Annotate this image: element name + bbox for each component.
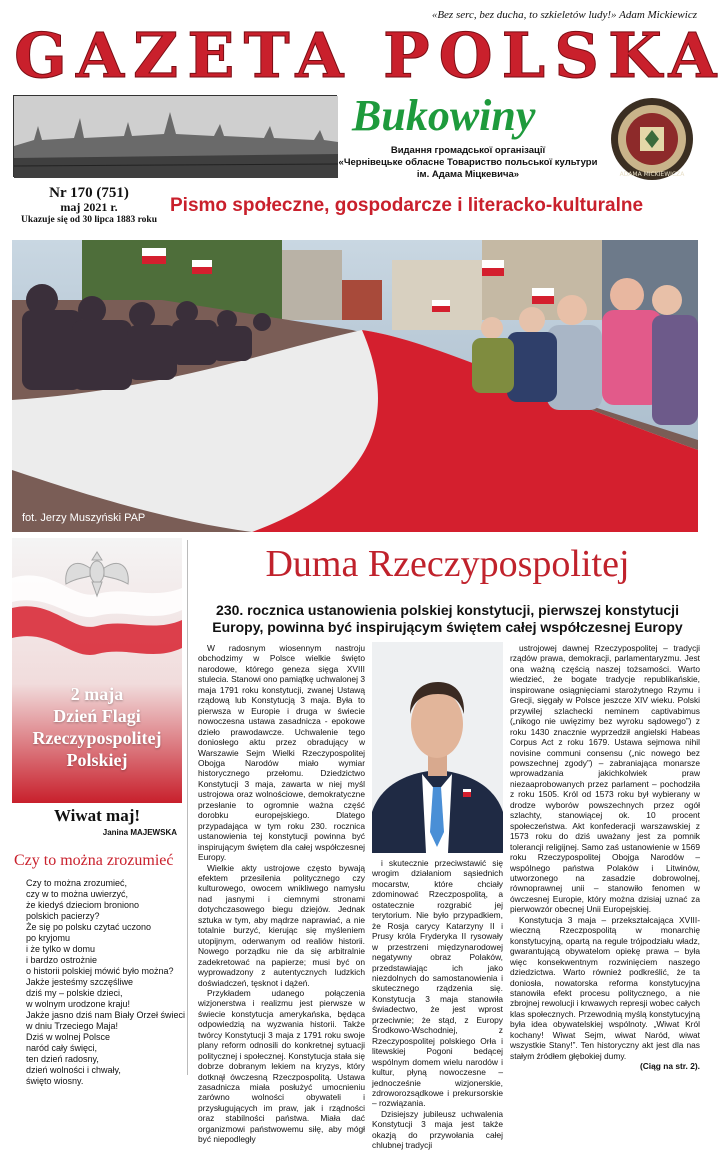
poem-line: dzień wolności i chwały, [26,1065,121,1075]
poster-line: Polskiej [66,750,128,770]
publisher-line: Видання громадської організації [390,145,546,156]
poem-line: że kiedyś dzieciom broniono [26,900,140,910]
poem-line: i że tylko w domu [26,944,96,954]
article-subtitle: 230. rocznica ustanowienia polskiej konstytucji, pierwszej konstytucji Europy, powinna być inspirującym świętem całej współczesnej Europy [212,602,683,635]
article-paragraph: Konstytucja 3 maja – przekształcająca XVIII-wieczną Rzeczpospolitą w monarchię konstytucyjną, opartą na regule trójpodziału władz, gwarantującą obywatelom opiekę prawa – była więc konsekwentnym rozwinięciem naszego dziedzictwa. Warto również podkreślić, że ta doniosła, nowatorska reforma konstytucyjna stanowiła efekt procesu politycznego, a nie zbrojnej rewolucji i krwawych represji wobec całych klas społecznych. Przewodnią myślą konstytucyjną była idea obywatelskiej wspólnoty. „Wiwat Król kochany! Wiwat Sejm, wiwat Naród, wiwat wszystkie Stany!”. Ten historyczny akt jest dla nas stałym źródłem głębokiej dumy. [510,914,700,1061]
poster-line: Rzeczypospolitej [32,728,162,748]
poem-line: czy w to można uwierzyć, [26,889,129,899]
poem-body [26,878,186,1087]
article-column-1 [198,643,365,1145]
newspaper-subtitle: Bukowiny [352,91,536,140]
poem-line: Czy to można zrozumieć, [26,878,128,888]
photo-credit: fot. Jerzy Muszyński PAP [22,512,146,524]
poem-line: święto wiosny. [26,1076,84,1086]
president-portrait [372,642,503,853]
publisher-line: «Чернівецьке обласне Товариство польської культури [338,157,598,168]
poem-line: naród cały święci, [26,1043,98,1053]
publisher-line: ім. Адама Міцкевича» [416,169,520,180]
seal-text: ADAMA MICKIEWICZA [619,171,685,178]
article-title: Duma Rzeczypospolitej [265,543,630,585]
article-paragraph: Przykładem udanego połączenia wizjonerstwa i realizmu jest pierwsze w świecie konstytucja amerykańska, będąca odpowiedzią na wyzwania historii. Także twórcy Konstytucji 3 maja z 1791 roku swoje plany reform odnosili do konkretnej sytuacji politycznej i społecznej. Konstytucja stała się dobrze dobranym lekiem na kryzys, który dotknął ówczesną Rzeczpospolitą. Ustawa zasadnicza miała posłużyć umocnieniu zarówno wolności obywateli i przysługujących im praw, jak i rządności oraz stabilności państwa. Miała dać organizmowi państwowemu siłę, aby mógł być niepodległy [198,987,365,1145]
poem-line: o historii polskiej mówić było można? [26,966,174,976]
poem-line: Dziś w wolnej Polsce [26,1032,111,1042]
article-paragraph: Wielkie akty ustrojowe często bywają efektem przesilenia politycznego czy kulturowego, owocem wnikliwego namysłu nad jasnymi i ciemnymi stronami dotychczasowego biegu dziejów. Jednak sztuka w tym, aby mądrze naprawiać, a nie totalnie burzyć, kierując się myśleniem utopijnym, oderwanym od realiów historii. Nowego porządku nie da się arbitralnie zadekretować na papierze; musi być on wyprowadzony z autentycznych ludzkich doświadczeń, tęsknot i dążeń. [198,862,365,988]
poem-line: Jakże jasno dziś nam Biały Orzeł świeci [26,1010,186,1020]
poem-line: Że się po polsku czytać uczono [26,922,152,932]
city-skyline-engraving [13,95,337,177]
flag-day-poster [12,538,182,803]
column-divider [187,540,188,1075]
poem-line: i bardzo ostrożnie [26,955,98,965]
poem-line: ten dzień radosny, [26,1054,99,1064]
poem-heading: Czy to można zrozumieć [14,852,174,869]
poem-line: w wolnym urodzone kraju! [26,999,131,1009]
poem-line: w dniu Trzeciego Maja! [26,1021,119,1031]
issue-number: Nr 170 (751) [49,185,129,201]
newspaper-title: GAZETA POLSKA [14,19,725,92]
poster-line: 2 maja [70,684,124,704]
article-paragraph: ustrojowej dawnej Rzeczypospolitej – tradycji rządów prawa, demokracji, parlamentaryzmu. Jest ona ważną częścią naszej tożsamości. Warto wiedzieć, że bogate tradycje republikańskie, inspirowane osiągnięciami starożytnego Rzymu i Grecji, sięgały w Polsce jeszcze XIV wieku. Polski przywilej szlachecki neminem captivabimus („nikogo nie uwięzimy bez wyroku sądowego”) z roku 1430 znacznie wyprzedził angielski Habeas Corpus Act z roku 1679. Ustawa sejmowa nihil novisine communi consensu („nic nowego bez powszechnej zgody”) – zabraniająca monarsze wprowadzania jakichkolwiek praw niezaaprobowanych przez parlament – pochodziła z roku 1505. Król od 1573 roku był wybierany w drodze wyborów powszechnych przez ogół szlachty, stanowiącej ok. 10 procent społeczeństwa. Akt konfederacji warszawskiej z 1573 roku do dziś uważany jest za pomnik tolerancji religijnej. Samo zaś ustanowienie w 1569 roku Rzeczypospolitej Obojga Narodów – wspólnego państwa Polaków i Litwinów, utworzonego na zasadzie dobrowolnej, równoprawnej unii – stanowiło fenomen w ówczesnej Europie, który można dzisiaj uznać za pierwowzór obecnej Unii Europejskiej. [510,643,700,915]
poem-title: Wiwat maj! [53,806,141,825]
article-paragraph: i skutecznie przeciwstawić się wrogim działaniom sąsiednich mocarstw, które chciały zdominować Rzeczpospolitą, a ostatecznie rozgrabić jej terytorium. Nie było przypadkiem, że Rosja carycy Katarzyny II i Prusy króla Fryderyka II rysowały w przestrzeni międzynarodowej negatywny obraz Polaków, przedstawiając ich jako niezdolnych do samostanowienia i skutecznego rządzenia się. Konstytucja 3 maja stanowiła świadectwo, że jest wprost przeciwnie; że stąd, z Europy Środkowo-Wschodniej, z Rzeczypospolitej polskiego Orła i litewskiej Pogoni bedącej wspólnym domem wielu narodów i kultur, płyną nowoczesne – jednocześnie wizjonerskie, zdroworozsądkowe i prekursorskie – rozwiązania. [372,858,503,1109]
masthead-motto: «Bez serc, bez ducha, to szkieletów ludy!» Adam Mickiewicz [431,9,697,21]
article-column-2 [372,858,503,1151]
issue-date: maj 2021 r. [60,200,118,214]
poem-author: Janina MAJEWSKA [102,828,177,837]
flag-day-photo [12,240,698,532]
issue-info [14,185,164,226]
poem-line: polskich pacierzy? [26,911,100,921]
poem-line: po kryjomu [26,933,71,943]
society-seal-logo [607,96,697,182]
article-paragraph: W radosnym wiosennym nastroju obchodzimy w Polsce wielkie święto narodowe, którego geneza sięga XVIII stulecia. Stanowi ono pamiątkę uchwalonej 3 maja 1791 roku konstytucji, zwanej Ustawą rządową lub Konstytucją 3 maja. Była to pierwsza w Europie i druga w świecie nowoczesna ustawa zasadnicza - epokowe dzieło prawodawcze. Uchwalenie tego doniosłego aktu przez obradujący w Warszawie Sejm Wielki Rzeczypospolitej Obojga Narodów miało wymiar historycznego przełomu. Dziedzictwo Konstytucji 3 maja, zawarta w niej myśl ustrojowa oraz wolnościowe, demokratyczne przesłanie to ogromnie ważna część dorobku europejskiego. Dlatego przypadająca w tym roku 230. rocznica ustanowienia tej konstytucji powinna być inspirującym świętem dla całej współczesnej Europy. [198,643,365,863]
poster-line: Dzień Flagi [53,706,141,726]
newspaper-slogan: Pismo społeczne, gospodarcze i literacko-kulturalne [170,195,644,216]
poem-line: dziś my – polskie dzieci, [26,988,123,998]
article-column-3 [510,643,700,1075]
continuation-note: (Ciąg na str. 2). [639,1061,700,1072]
article-paragraph: Dzisiejszy jubileusz uchwalenia Konstytucji 3 maja jest także okazją do przywołania całej chlubnej tradycji [372,1108,503,1151]
founded-note: Ukazuje się od 30 lipca 1883 roku [20,215,157,225]
poem-line: Jakże jesteśmy szczęśliwe [26,977,134,987]
